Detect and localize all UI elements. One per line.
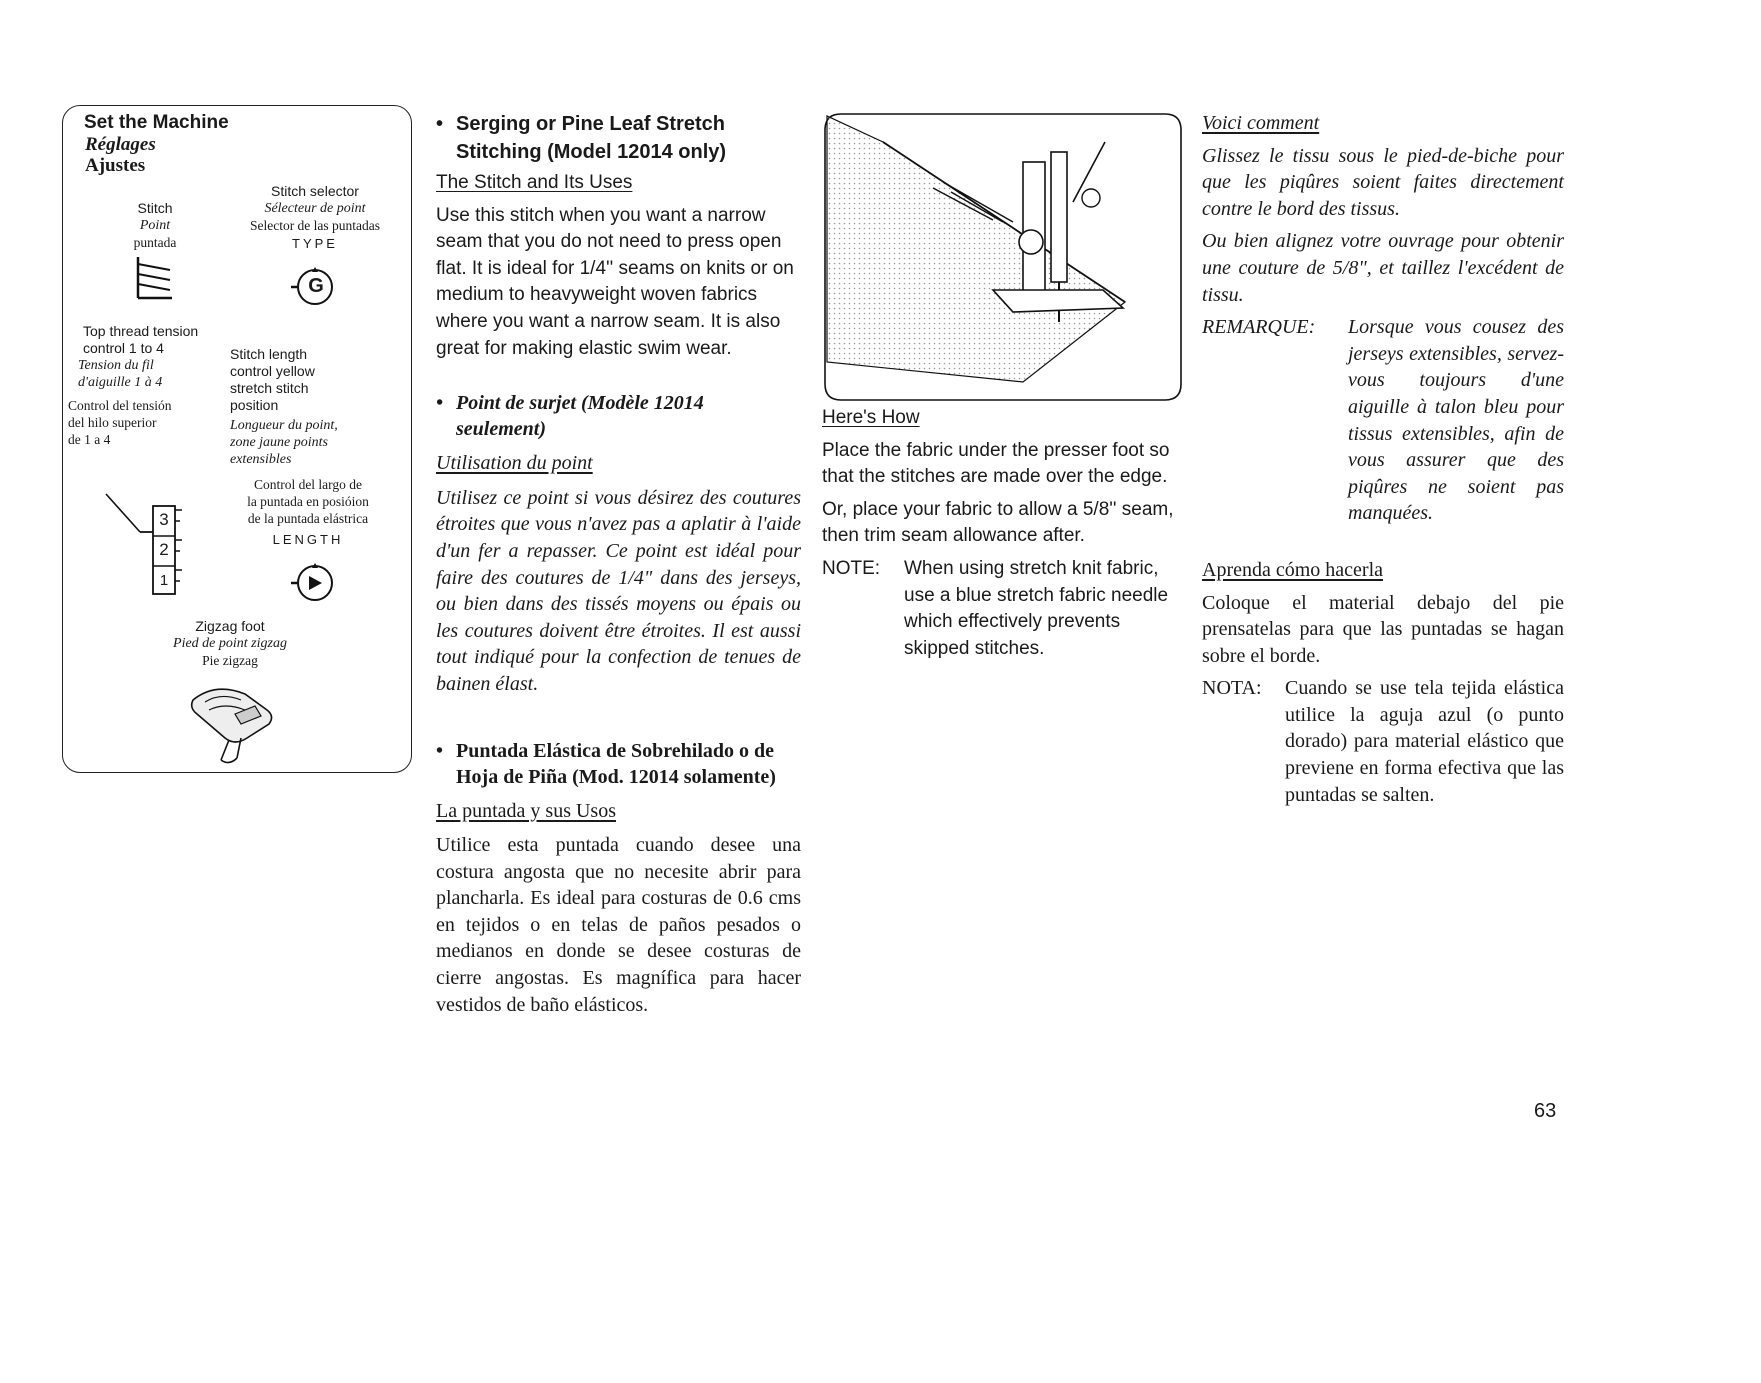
stitch-pattern-icon (130, 254, 180, 304)
stitch-length-label: Stitch length control yellow stretch stitch position Longueur du point, zone jaune points extensibles (230, 346, 338, 467)
aprenda-heading: Aprenda cómo hacerla (1202, 558, 1384, 581)
zigzag-foot-label: Zigzag foot Pied de point zigzag Pie zigzag (173, 618, 287, 668)
english-note: NOTE: When using stretch knit fabric, use a blue stretch fabric needle which effectively prevents skipped stitches. (822, 557, 1169, 659)
english-heading: • Serging or Pine Leaf Stretch Stitching (Model 12014 only) (436, 113, 727, 163)
english-how-2: Or, place your fabric to allow a 5/8'' seam, then trim seam allowance after. (822, 498, 1174, 547)
column-three (822, 405, 1182, 662)
tension-mark-3: 3 (159, 510, 169, 529)
french-remarque: REMARQUE: Lorsque vous cousez des jerseys extensibles, servez-vous toujours d'une aiguille à talon bleu pour tissus extensibles, afin de vous assurer que des piqûres ne soient pas manquées. (1202, 316, 1564, 525)
serging-illustration (823, 112, 1183, 402)
tension-dial-icon (100, 490, 190, 600)
settings-title-fr: Réglages (85, 134, 156, 155)
spanish-subheading: La puntada y sus Usos (436, 799, 616, 822)
spanish-heading: • Puntada Elástica de Sobrehilado o de Hoja de Piña (Mod. 12014 solamente) (436, 739, 776, 788)
spanish-body: Utilice esta puntada cuando desee una costura angosta que no necesite abrir para plancharla. Es ideal para costuras de 0.6 cms en tejidos o en telas de paños pesados o medianos en donde se desee costuras de cierre angostas. Es magnífica para hacer vestidos de baño elásticos. (436, 834, 801, 1016)
spanish-nota: NOTA: Cuando se use tela tejida elástica utilice la aguja azul (o punto dorado) para material elástico que previene en forma efectiva que las puntadas se salten. (1202, 677, 1564, 806)
page-number: 63 (1534, 1100, 1557, 1122)
french-subheading: Utilisation du point (436, 452, 593, 475)
stitch-selector-label: Stitch selector Sélecteur de point Selector de las puntadas TYPE (249, 183, 381, 251)
tension-mark-1: 1 (159, 572, 169, 589)
tension-mark-2: 2 (159, 540, 169, 559)
spanish-how-1: Coloque el material debajo del pie prensatelas para que las puntadas se hagan sobre el borde. (1202, 591, 1564, 667)
english-body: Use this stitch when you want a narrow seam that you do not need to press open flat. It is ideal for 1/4'' seams on knits or on medium to heavyweight woven fabrics where you want a narrow seam. It is also great for making elastic swim wear. (436, 204, 794, 359)
stitch-length-label-es: Control del largo de la puntada en posióion de la puntada elástrica LENGTH (247, 477, 369, 547)
top-tension-label: Top thread tension control 1 to 4 Tension du fil d'aiguille 1 à 4 Control del tensión del hilo superior de 1 a 4 (68, 323, 199, 447)
settings-title-es: Ajustes (85, 155, 146, 176)
column-four (1202, 110, 1564, 808)
voici-heading: Voici comment (1202, 112, 1320, 134)
type-dial-letter: G (308, 275, 324, 297)
zigzag-foot-icon (185, 680, 295, 770)
length-dial-icon (290, 560, 336, 606)
column-two (436, 110, 801, 1018)
stitch-label: Stitch Point puntada (133, 200, 177, 250)
french-heading: • Point de surjet (Modèle 12014 seulement) (436, 392, 704, 441)
english-how-1: Place the fabric under the presser foot so that the stitches are made over the edge. (822, 439, 1170, 488)
english-subheading: The Stitch and Its Uses (436, 172, 633, 193)
settings-title-en: Set the Machine (84, 112, 229, 133)
french-body: Utilisez ce point si vous désirez des coutures étroites que vous n'avez pas a aplatir à l'aide d'un fer a repasser. Ce point est idéal pour faire des coutures de 1/4" dans des jerseys, ou bien dans des tissés moyens ou épais ou les coutures doivent être étroites. Il est aussi tout indiqué pour la confection de tenues de bainen élast. (436, 486, 801, 695)
heres-how-heading: Here's How (822, 407, 920, 428)
french-how-2: Ou bien alignez votre ouvrage pour obtenir une couture de 5/8", et taillez l'excédent de tissu. (1202, 230, 1564, 306)
french-how-1: Glissez le tissu sous le pied-de-biche pour que les piqûres soient faites directement contre le bord des tissus. (1202, 144, 1564, 220)
